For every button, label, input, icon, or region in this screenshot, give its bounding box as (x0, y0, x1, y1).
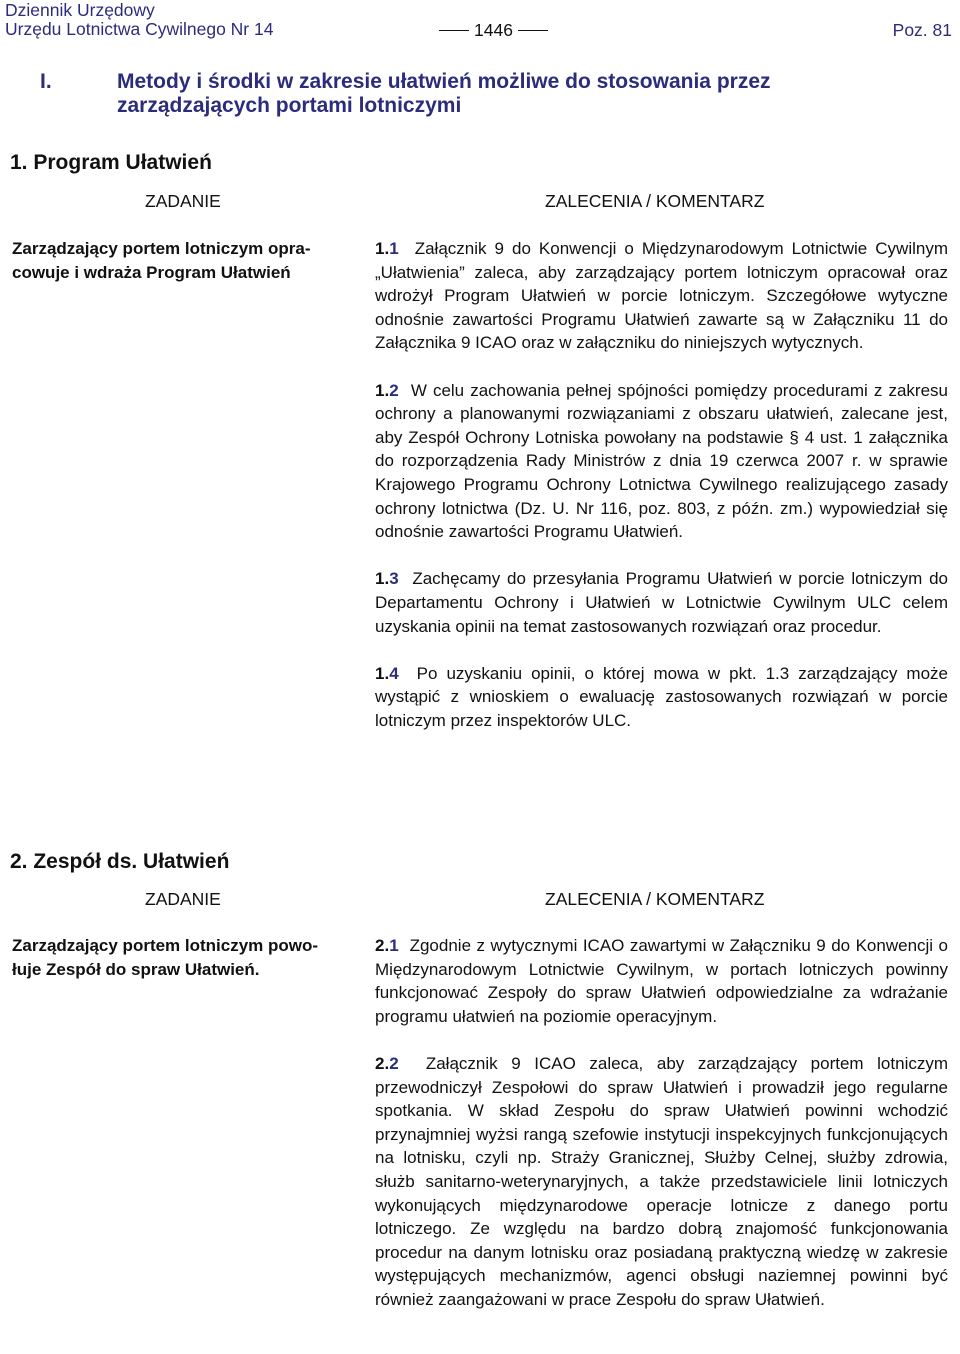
paragraph-1-1 (375, 237, 948, 355)
paragraph-1-2 (375, 379, 948, 544)
paragraph-text: Zgodnie z wytycznymi ICAO zawartymi w Załączniku 9 do Konwencji o Międzynarodowym Lotnictwie Cywilnym, w portach lotniczych powinny funkcjonować Zespoły do spraw Ułatwień odpowiedzialne za wdrażanie programu ułatwień na poziomie operacyjnym. (375, 936, 948, 1026)
paragraph-2-1 (375, 934, 948, 1028)
section-1-task-head: ZADANIE (145, 191, 221, 211)
page-number-value: 1446 (474, 20, 513, 40)
position-number: Poz. 81 (892, 20, 952, 40)
paragraph-text: W celu zachowania pełnej spójności pomiędzy procedurami z zakresu ochrony a planowanymi rozwiązaniami z obszaru ułatwień, zalecane jest, aby Zespół Ochrony Lotniska powołany na podstawie § 4 ust. 1 załącznika do rozporządzenia Rady Ministrów z dnia 19 czerwca 2007 r. w sprawie Krajowego Programu Ochrony Lotnictwa Cywilnego realizującego zasady ochrony lotnictwa (Dz. U. Nr 116, poz. 803, z późn. zm.) wypowiedział się odnośnie zawartości Programu Ułatwień. (375, 380, 949, 542)
section-2-number: 2. (10, 850, 28, 873)
section-1-task-line1: Zarządzający portem lotniczym opra- (12, 239, 311, 258)
section-1-title: Program Ułatwień (33, 151, 212, 174)
paragraph-text: Załącznik 9 do Konwencji o Międzynarodowym Lotnictwie Cywilnym „Ułatwienia” zaleca, aby zarządzający portem lotniczym opracował oraz wdrożył Program Ułatwień w porcie lotniczym. Szczegółowe wytyczne odnośnie zawartości Programu Ułatwień zawarte są w Załączniku 11 do Załącznika 9 ICAO oraz w załączniku do niniejszych wytycznych. (375, 239, 948, 353)
paragraph-text: Po uzyskaniu opinii, o której mowa w pkt. 1.3 zarządzający może wystąpić z wnioskiem o ewaluację zastosowanych rozwiązań w porcie lotniczym przez inspektorów ULC. (375, 663, 948, 730)
chapter-title: Metody i środki w zakresie ułatwień możliwe do stosowania przez zarządzających portami lotniczymi (117, 70, 771, 117)
section-1-recommendations (375, 237, 948, 756)
chapter-number: I. (40, 70, 52, 93)
section-1-recommendations-head: ZALECENIA / KOMENTARZ (545, 191, 765, 211)
section-2-heading (10, 850, 229, 874)
section-2-recommendations-head: ZALECENIA / KOMENTARZ (545, 889, 765, 909)
page-number (434, 21, 553, 40)
section-1-number: 1. (10, 151, 28, 174)
dash-left (439, 30, 469, 31)
paragraph-number: 1.4 (375, 663, 399, 683)
dash-right (518, 30, 548, 31)
section-1-task (12, 237, 330, 284)
journal-title-line2: Urzędu Lotnictwa Cywilnego Nr 14 (5, 19, 274, 39)
section-2-task-head: ZADANIE (145, 889, 221, 909)
section-2-task-line2: łuje Zespół do spraw Ułatwień. (12, 959, 260, 979)
journal-title (5, 1, 273, 39)
section-1-heading (10, 151, 212, 175)
paragraph-2-2 (375, 1052, 948, 1312)
paragraph-1-3 (375, 567, 948, 638)
paragraph-number: 1.2 (375, 380, 399, 400)
section-2-title: Zespół ds. Ułatwień (33, 850, 230, 873)
paragraph-number: 1.1 (375, 239, 399, 258)
paragraph-number: 2.2 (375, 1053, 399, 1073)
section-2-task (12, 934, 330, 981)
section-2-task-line1: Zarządzający portem lotniczym powo- (12, 936, 319, 955)
paragraph-text: Zachęcamy do przesyłania Programu Ułatwień w porcie lotniczym do Departamentu Ochrony i Ułatwień w Lotnictwie Cywilnym ULC celem uzyskania opinii na temat zastosowanych rozwiązań oraz procedur. (375, 569, 948, 636)
paragraph-text: Załącznik 9 ICAO zaleca, aby zarządzający portem lotniczym przewodniczył Zespołowi do spraw Ułatwień i prowadził jego regularne spotkania. W skład Zespołu do spraw Ułatwień powinni wchodzić przynajmniej wyżsi rangą szefowie instytucji inspekcyjnych funkcjonujących na lotnisku, czyli np. Straży Granicznej, Służby Celnej, służby zdrowia, służb sanitarno-weterynaryjnych, a także przedstawiciele linii lotniczych wykonujących międzynarodowe operacje lotnicze z danego portu lotniczego. Ze względu na bardzo dobrą znajomość funkcjonowania procedur na danym lotnisku oraz posiadaną praktyczną wiedzę w zakresie występujących mechanizmów, agenci obsługi naziemnej powinni być również zaangażowani w prace Zespołu do spraw Ułatwień. (375, 1053, 949, 1309)
paragraph-1-4 (375, 662, 948, 733)
journal-title-line1: Dziennik Urzędowy (5, 0, 155, 20)
paragraph-number: 1.3 (375, 569, 399, 589)
section-2-recommendations (375, 934, 948, 1335)
section-1-task-line2: cowuje i wdraża Program Ułatwień (12, 262, 291, 282)
paragraph-number: 2.1 (375, 936, 399, 955)
